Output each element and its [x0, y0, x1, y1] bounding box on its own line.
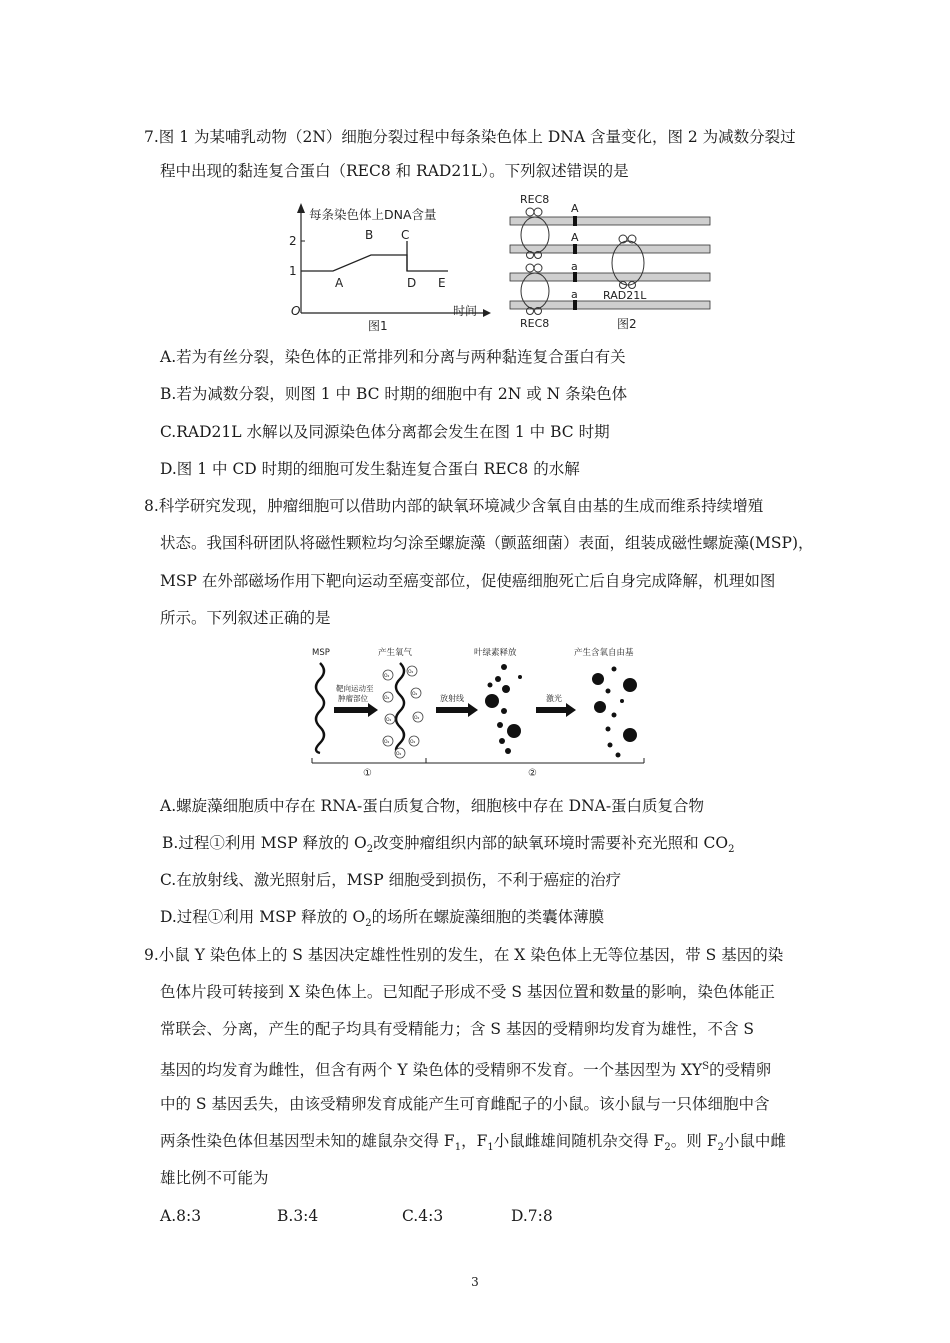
q8-b-text-1: B.过程①利用 MSP 释放的 O — [162, 834, 367, 852]
ros-produce-label: 产生含氧自由基 — [574, 648, 634, 658]
q8-option-d[interactable] — [160, 907, 604, 934]
q9-l6-sub-3: 2 — [664, 1142, 671, 1154]
fig1-ylabel: 每条染色体上DNA含量 — [309, 207, 437, 222]
fig1-point-d: D — [407, 276, 417, 290]
q9-option-c[interactable]: C.4:3 — [402, 1207, 444, 1225]
q9-l6-a: 两条性染色体但基因型未知的雄鼠杂交得 F — [160, 1132, 455, 1150]
q9-l6-c: 小鼠雌雄间随机杂交得 F — [493, 1132, 665, 1150]
q8-mechanism-figure — [308, 645, 648, 780]
q8-d-text-1: D.过程①利用 MSP 释放的 O — [160, 908, 366, 926]
q8-d-text-2: 的场所在螺旋藻细胞的类囊体薄膜 — [371, 908, 605, 926]
fig2-caption: 图2 — [617, 317, 637, 331]
q8-stem-line1: 8.科学研究发现，肿瘤细胞可以借助内部的缺氧环境减少含氧自由基的生成而维系持续增殖 — [144, 497, 764, 515]
allele-a-label-1: a — [571, 260, 578, 273]
fig1-point-b: B — [365, 228, 374, 242]
q7-stem-line1: 7.图 1 为某哺乳动物（2N）细胞分裂过程中每条染色体上 DNA 含量变化，图 2 为减数分裂过 — [144, 128, 796, 146]
q9-stem-line6 — [160, 1131, 786, 1158]
fig1-point-c: C — [401, 228, 410, 242]
q7-figure2 — [500, 192, 715, 337]
q8-stem-line3: MSP 在外部磁场作用下靶向运动至癌变部位，促使癌细胞死亡后自身完成降解，机理如图 — [160, 572, 776, 590]
fig1-y-arrow — [297, 203, 305, 213]
o2-produce-label: 产生氧气 — [378, 648, 413, 658]
q9-stem-line5: 中的 S 基因丢失，由该受精卵发育成能产生可育雌配子的小鼠。该小鼠与一只体细胞中含 — [160, 1095, 770, 1113]
q9-l6-e: 小鼠中雌 — [723, 1132, 786, 1150]
o2-mark-9: O₂ — [396, 752, 402, 757]
q8-stem-line4: 所示。下列叙述正确的是 — [160, 609, 331, 627]
msp-label: MSP — [312, 648, 330, 658]
fig1-x-arrow — [483, 309, 491, 317]
locus-A-2 — [573, 244, 577, 254]
q9-stem-line7: 雄比例不可能为 — [160, 1169, 269, 1187]
q9-stem-line4 — [160, 1057, 771, 1080]
locus-a-1 — [573, 272, 577, 282]
step1-label: ① — [363, 768, 372, 779]
q9-stem-line3: 常联会、分离，产生的配子均具有受精能力；含 S 基因的受精卵均发育为雄性，不含 S — [160, 1020, 755, 1038]
arrow1-text-2: 肿瘤部位 — [338, 694, 368, 703]
q7-option-c[interactable]: C.RAD21L 水解以及同源染色体分离都会发生在图 1 中 BC 时期 — [160, 423, 610, 441]
chl-release-label: 叶绿素释放 — [474, 648, 517, 658]
o2-mark-8: O₂ — [410, 740, 416, 745]
arrow3-text: 激光 — [546, 694, 562, 703]
q8-option-c[interactable]: C.在放射线、激光照射后，MSP 细胞受到损伤，不利于癌症的治疗 — [160, 871, 622, 889]
q9-l6-b: ，F — [461, 1132, 488, 1150]
msp-spiral — [316, 663, 324, 753]
rec8-top-label: REC8 — [520, 193, 550, 206]
o2-mark-7: O₂ — [384, 740, 390, 745]
fig1-tick-1-label: 1 — [289, 264, 297, 278]
q8-d-sub: 2 — [365, 918, 372, 930]
fig1-point-e: E — [438, 276, 446, 290]
o2-mark-6: O₂ — [414, 716, 420, 721]
fig1-point-a: A — [335, 276, 344, 290]
rec8-bottom-label: REC8 — [520, 317, 550, 330]
q7-option-a[interactable]: A.若为有丝分裂，染色体的正常排列和分离与两种黏连复合蛋白有关 — [160, 348, 626, 366]
allele-A-label-2: A — [571, 231, 579, 244]
step2-label: ② — [528, 768, 537, 779]
q9-stem-line1: 9.小鼠 Y 染色体上的 S 基因决定雄性性别的发生，在 X 染色体上无等位基因，带 S 基因的染 — [144, 946, 784, 964]
o2-mark-4: O₂ — [412, 692, 418, 697]
q8-option-b[interactable] — [162, 833, 734, 860]
locus-a-2 — [573, 300, 577, 310]
q8-option-a[interactable]: A.螺旋藻细胞质中存在 RNA-蛋白质复合物，细胞核中存在 DNA-蛋白质复合物 — [160, 797, 705, 815]
q9-l4-text-2: 的受精卵 — [709, 1061, 772, 1080]
o2-mark-2: O₂ — [408, 670, 414, 675]
q7-option-b[interactable]: B.若为减数分裂，则图 1 中 BC 时期的细胞中有 2N 或 N 条染色体 — [160, 385, 628, 403]
arrow2-icon — [436, 703, 478, 717]
allele-A-label-1: A — [571, 202, 579, 215]
q9-l6-sub-4: 2 — [717, 1142, 724, 1154]
broken-msp-2 — [592, 667, 637, 758]
o2-mark-1: O₂ — [384, 674, 390, 679]
fig1-tick-2-label: 2 — [289, 234, 297, 248]
q7-stem-line2: 程中出现的黏连复合蛋白（REC8 和 RAD21L）。下列叙述错误的是 — [160, 162, 629, 180]
fig1-caption: 图1 — [368, 319, 388, 333]
q9-l6-sub-2: 1 — [487, 1142, 494, 1154]
locus-A-1 — [573, 216, 577, 226]
fig1-origin: O — [291, 304, 301, 318]
broken-msp-1 — [485, 664, 522, 754]
o2-mark-5: O₂ — [386, 718, 392, 723]
page-number: 3 — [471, 1275, 479, 1289]
q9-option-b[interactable]: B.3:4 — [277, 1207, 319, 1225]
arrow1-text-1: 靶向运动至 — [336, 684, 374, 693]
q9-option-d[interactable]: D.7:8 — [511, 1207, 553, 1225]
q8-stem-line2: 状态。我国科研团队将磁性颗粒均匀涂至螺旋藻（颤蓝细菌）表面，组装成磁性螺旋藻(MSP)， — [160, 534, 814, 552]
fig1-dna-line — [301, 255, 448, 271]
arrow2-text: 放射线 — [440, 694, 464, 703]
o2-mark-3: O₂ — [384, 696, 390, 701]
q9-l6-d: 。则 F — [670, 1132, 718, 1150]
msp-spiral-2 — [396, 663, 404, 753]
q7-figure1 — [283, 195, 493, 335]
q9-l6-sub-1: 1 — [454, 1142, 462, 1154]
allele-a-label-2: a — [571, 288, 578, 301]
q9-l4-sup: S — [702, 1061, 710, 1072]
arrow3-icon — [536, 703, 576, 717]
q8-b-text-2: 改变肿瘤组织内部的缺氧环境时需要补充光照和 CO — [373, 834, 729, 852]
q9-option-a[interactable]: A.8:3 — [160, 1207, 202, 1225]
q9-l4-text-1: 基因的均发育为雌性，但含有两个 Y 染色体的受精卵不发育。一个基因型为 XY — [160, 1061, 703, 1080]
q9-stem-line2: 色体片段可转接到 X 染色体上。已知配子形成不受 S 基因位置和数量的影响，染色体能正 — [160, 983, 775, 1001]
q8-b-sub-2: 2 — [728, 844, 735, 856]
q8-b-sub-1: 2 — [366, 844, 374, 856]
fig1-xlabel: 时间 — [453, 304, 478, 318]
q7-option-d[interactable]: D.图 1 中 CD 时期的细胞可发生黏连复合蛋白 REC8 的水解 — [160, 460, 580, 478]
rad21l-label: RAD21L — [603, 289, 647, 302]
